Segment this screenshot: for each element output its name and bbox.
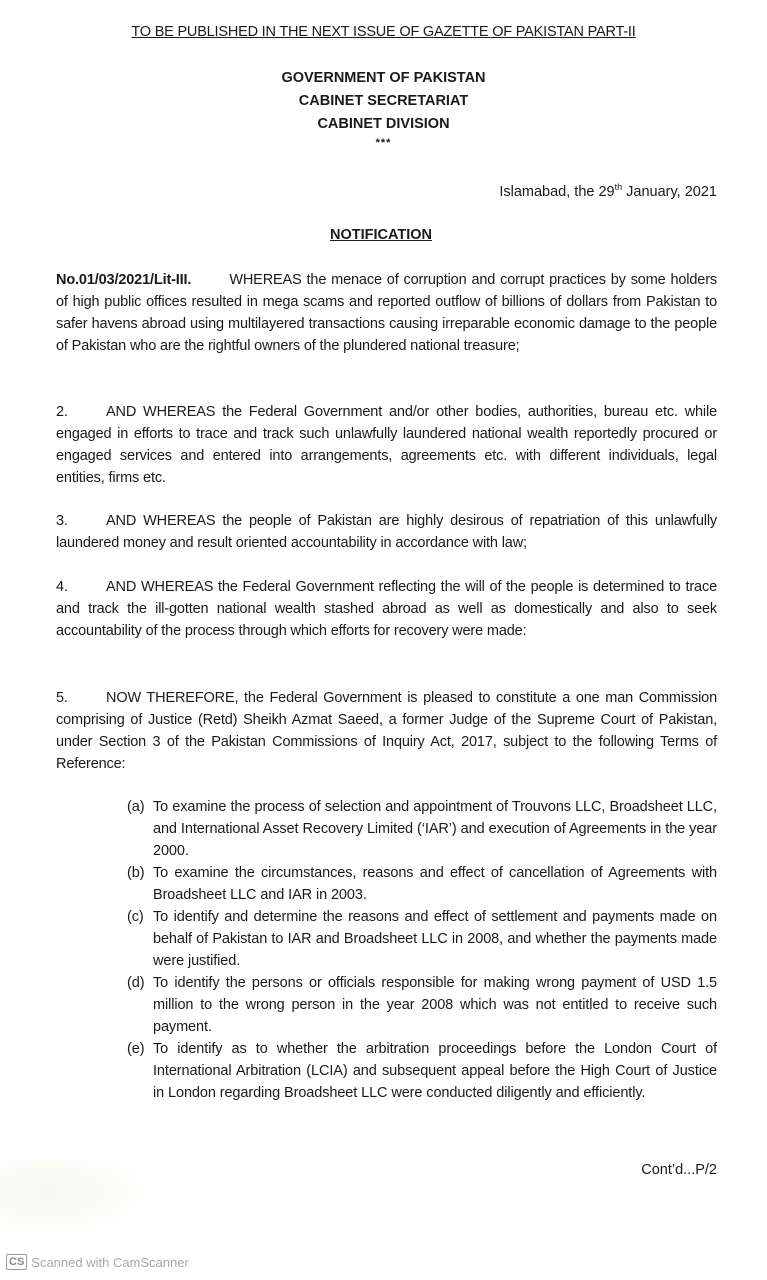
government-heading: GOVERNMENT OF PAKISTAN bbox=[281, 70, 486, 86]
tor-text: To examine the process of selection and appointment of Trouvons LLC, Broadsheet LLC, and International Asset Recovery Limited (‘IAR’) and execution of Agreements in the year 2000. bbox=[153, 799, 717, 859]
terms-of-reference-list bbox=[127, 796, 717, 1104]
paragraph-5 bbox=[56, 687, 717, 775]
date-prefix: Islamabad, the 29 bbox=[499, 183, 615, 200]
camscanner-watermark bbox=[6, 1254, 189, 1270]
paragraph-number: 3. bbox=[56, 513, 68, 529]
tor-label: (a) bbox=[127, 799, 145, 815]
tor-item-c bbox=[127, 906, 717, 972]
paragraph-text: WHEREAS the menace of corruption and corrupt practices by some holders of high public offices resulted in mega scams and reported outflow of billions of dollars from Pakistan to safer havens abroad using multilayered transactions causing irreparable economic damage to the people of Pakistan who are the rightful owners of the plundered national treasure; bbox=[56, 272, 717, 354]
paragraph-number: 2. bbox=[56, 404, 68, 420]
paragraph-2 bbox=[56, 401, 717, 489]
notification-title: NOTIFICATION bbox=[330, 227, 433, 243]
secretariat-heading: CABINET SECRETARIAT bbox=[298, 93, 469, 109]
gazette-publication-line: TO BE PUBLISHED IN THE NEXT ISSUE OF GAZETTE OF PAKISTAN PART-II bbox=[131, 24, 636, 40]
date-rest: January, 2021 bbox=[622, 183, 717, 200]
tor-label: (d) bbox=[127, 975, 145, 991]
scan-smudge bbox=[0, 1160, 160, 1240]
tor-label: (b) bbox=[127, 865, 145, 881]
paragraph-number: 4. bbox=[56, 579, 68, 595]
reference-number: No.01/03/2021/Lit-III. bbox=[56, 272, 192, 288]
continuation-note: Cont’d...P/2 bbox=[641, 1162, 717, 1178]
tor-text: To identify and determine the reasons and effect of settlement and payments made on behalf of Pakistan to IAR and Broadsheet LLC in 2008, and whether the payments made were justified. bbox=[153, 909, 717, 969]
tor-text: To identify as to whether the arbitration proceedings before the London Court of International Arbitration (LCIA) and subsequent appeal before the High Court of Justice in London regarding Broadsheet LLC were conducted diligently and efficiently. bbox=[153, 1041, 717, 1101]
paragraph-text: AND WHEREAS the people of Pakistan are highly desirous of repatriation of this unlawfully laundered money and result oriented accountability in accordance with law; bbox=[56, 513, 717, 551]
paragraph-3 bbox=[56, 510, 717, 554]
tor-item-b bbox=[127, 862, 717, 906]
camscanner-logo-icon: CS bbox=[6, 1254, 27, 1270]
paragraph-text: AND WHEREAS the Federal Government reflecting the will of the people is determined to trace and track the ill-gotten national wealth stashed abroad as well as domestically and also to seek accountability of the process through which efforts for recovery were made: bbox=[56, 579, 717, 639]
tor-item-a bbox=[127, 796, 717, 862]
paragraph-text: NOW THEREFORE, the Federal Government is pleased to constitute a one man Commission comprising of Justice (Retd) Sheikh Azmat Saeed, a former Judge of the Supreme Court of Pakistan, under Section 3 of the Pakistan Commissions of Inquiry Act, 2017, subject to the following Terms of Reference: bbox=[56, 690, 717, 772]
watermark-text: Scanned with CamScanner bbox=[31, 1254, 189, 1270]
tor-item-e bbox=[127, 1038, 717, 1104]
heading-separator: *** bbox=[375, 137, 392, 149]
tor-item-d bbox=[127, 972, 717, 1038]
paragraph-number: 5. bbox=[56, 690, 68, 706]
date-ordinal-suffix: th bbox=[614, 182, 623, 192]
division-heading: CABINET DIVISION bbox=[317, 116, 450, 132]
tor-text: To identify the persons or officials responsible for making wrong payment of USD 1.5 million to the wrong person in the year 2008 which was not entitled to receive such payment. bbox=[153, 975, 717, 1035]
paragraph-4 bbox=[56, 576, 717, 642]
tor-label: (e) bbox=[127, 1041, 145, 1057]
paragraph-1 bbox=[56, 269, 717, 357]
tor-label: (c) bbox=[127, 909, 144, 925]
issue-date bbox=[499, 182, 717, 200]
tor-text: To examine the circumstances, reasons and effect of cancellation of Agreements with Broadsheet LLC and IAR in 2003. bbox=[153, 865, 717, 903]
paragraph-text: AND WHEREAS the Federal Government and/or other bodies, authorities, bureau etc. while engaged in efforts to trace and track such unlawfully laundered national wealth reportedly procured or engaged services and entered into arrangements, agreements etc. with different individuals, legal entities, firms etc. bbox=[56, 404, 717, 486]
